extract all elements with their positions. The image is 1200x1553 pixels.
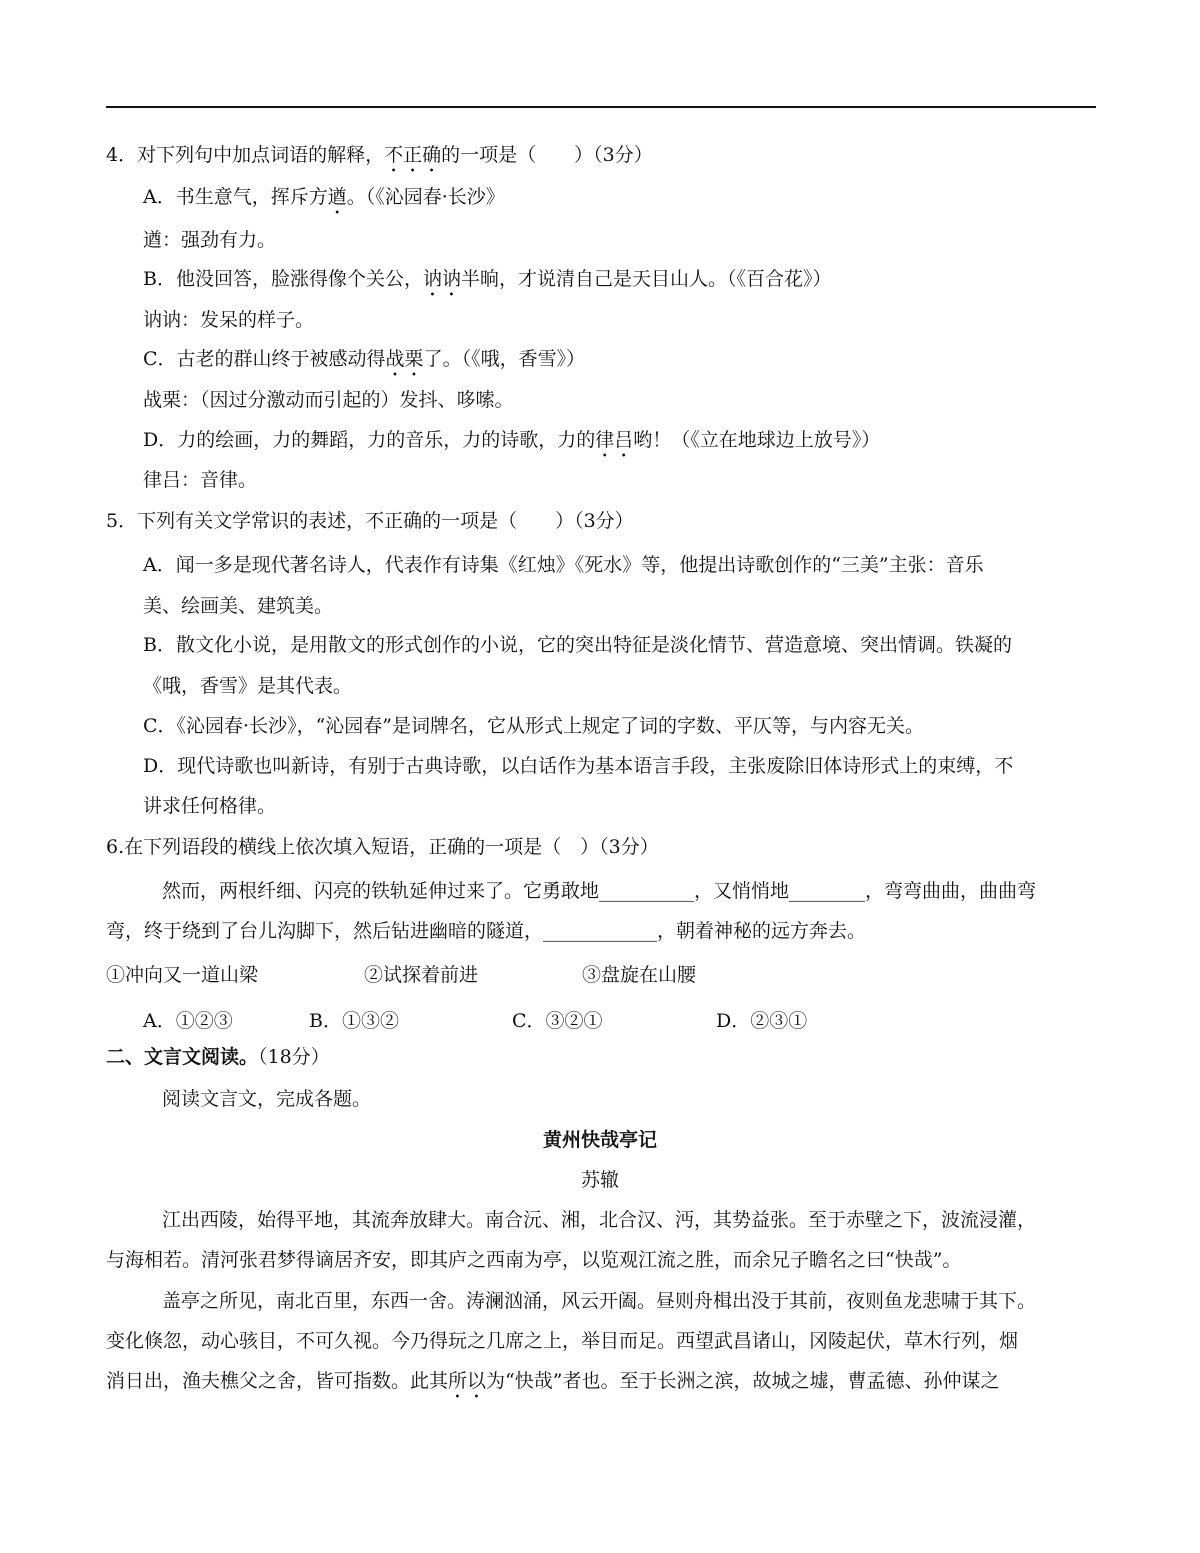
q4-a-source: 。（《沁园春·长沙》 [346,186,505,208]
q4-d-explanation: 律吕：音律。 [143,469,258,491]
q6-choice-d: D．②③① [716,1010,808,1032]
q5-option-d-line2: 讲求任何格律。 [143,795,277,817]
q4-b-explanation: 讷讷：发呆的样子。 [143,309,315,331]
q6-choice-a: A．①②③ [143,1010,233,1032]
q5-option-d-line1: D．现代诗歌也叫新诗，有别于古典诗歌，以白话作为基本语言手段，主张废除旧体诗形式上的束缚，不 [143,755,1014,777]
q4-stem [106,143,653,177]
q4-a-dotted: 遒 [327,186,347,208]
section2-heading [106,1045,330,1069]
section2-heading-text: 二、文言文阅读。 [106,1046,259,1068]
q4-option-a [143,185,505,219]
q4-option-d [143,428,880,462]
passage-p2-line3 [106,1369,999,1403]
q4-c-source: 了。（《哦，香雪》） [423,348,586,370]
q4-stem-tail: 的一项是（ ）（3分） [441,144,653,166]
q6-passage-line2: 弯，终于绕到了台儿沟脚下，然后钻进幽暗的隧道，____________，朝着神秘的远方奔去。 [106,920,867,942]
q6-stem: 6.在下列语段的横线上依次填入短语，正确的一项是（ ）（3分） [106,836,659,858]
q4-a-text: A．书生意气，挥斥方 [143,186,328,208]
q4-d-text: D．力的绘画，力的舞蹈，力的音乐，力的诗歌，力的 [143,429,596,451]
passage-title: 黄州快哉亭记 [542,1129,657,1151]
q5-option-a-line2: 美、绘画美、建筑美。 [143,595,334,617]
q4-stem-text: 4．对下列句中加点词语的解释， [106,144,385,166]
passage-p2-dotted: 所以 [448,1370,487,1392]
passage-p1-line1: 江出西陵，始得平地，其流奔放肆大。南合沅、湘，北合汉、沔，其势益张。至于赤壁之下，波流浸灌， [162,1209,1037,1231]
passage-p1-line2: 与海相若。清河张君梦得谪居齐安，即其庐之西南为亭，以览观江流之胜，而余兄子瞻名之曰“快哉”。 [106,1249,962,1271]
q4-b-dotted: 讷讷 [422,268,461,290]
q4-stem-emphasis: 不正确 [384,144,442,166]
q5-option-c: C．《沁园春·长沙》，“沁园春”是词牌名，它从形式上规定了词的字数、平仄等，与内容无关。 [143,715,925,737]
q5-stem: 5．下列有关文学常识的表述，不正确的一项是（ ）（3分） [106,510,634,532]
q5-option-a-line1: A．闻一多是现代著名诗人，代表作有诗集《红烛》《死水》等，他提出诗歌创作的“三美”主张：音乐 [143,554,984,576]
passage-p2-line3-tail: 为“快哉”者也。至于长洲之滨，故城之墟，曹孟德、孙仲谋之 [486,1370,1000,1392]
q4-option-c [143,347,585,381]
passage-p2-line3-text: 消日出，渔夫樵父之舍，皆可指数。此其 [106,1370,449,1392]
q4-c-dotted: 战栗 [385,348,424,370]
passage-author: 苏辙 [580,1169,619,1191]
q6-passage-line1: 然而，两根纤细、闪亮的铁轨延伸过来了。它勇敢地__________，又悄悄地________，弯弯曲曲，曲曲弯 [162,880,1037,902]
q6-choice-c: C．③②① [512,1010,603,1032]
q6-phrase-1: ①冲向又一道山梁 [106,964,259,986]
header-rule [106,106,1096,108]
q4-d-dotted: 律吕 [595,429,634,451]
q4-option-b [143,267,832,301]
q4-a-explanation: 遒：强劲有力。 [143,229,277,251]
section2-score: （18分） [258,1046,330,1068]
section2-instruction: 阅读文言文，完成各题。 [162,1088,372,1110]
q5-option-b-line2: 《哦，香雪》是其代表。 [143,675,353,697]
q4-b-source: 半晌，才说清自己是天目山人。（《百合花》） [460,268,832,290]
q4-d-source: 哟！（《立在地球边上放号》） [633,429,881,451]
q6-phrase-2: ②试探着前进 [364,964,479,986]
q6-phrase-3: ③盘旋在山腰 [582,964,697,986]
q4-b-text: B．他没回答，脸涨得像个关公， [143,268,423,290]
q4-c-explanation: 战栗：（因过分激动而引起的）发抖、哆嗦。 [143,389,514,411]
q4-c-text: C．古老的群山终于被感动得 [143,348,386,370]
q6-choice-b: B．①③② [309,1010,399,1032]
q5-option-b-line1: B．散文化小说，是用散文的形式创作的小说，它的突出特征是淡化情节、营造意境、突出情调。铁凝的 [143,634,1012,656]
passage-p2-line2: 变化倏忽，动心骇目，不可久视。今乃得玩之几席之上，举目而足。西望武昌诸山，冈陵起伏，草木行列，烟 [106,1330,1019,1352]
passage-p2-line1: 盖亭之所见，南北百里，东西一舍。涛澜汹涌，风云开阖。昼则舟楫出没于其前，夜则鱼龙悲啸于其下。 [162,1290,1037,1312]
